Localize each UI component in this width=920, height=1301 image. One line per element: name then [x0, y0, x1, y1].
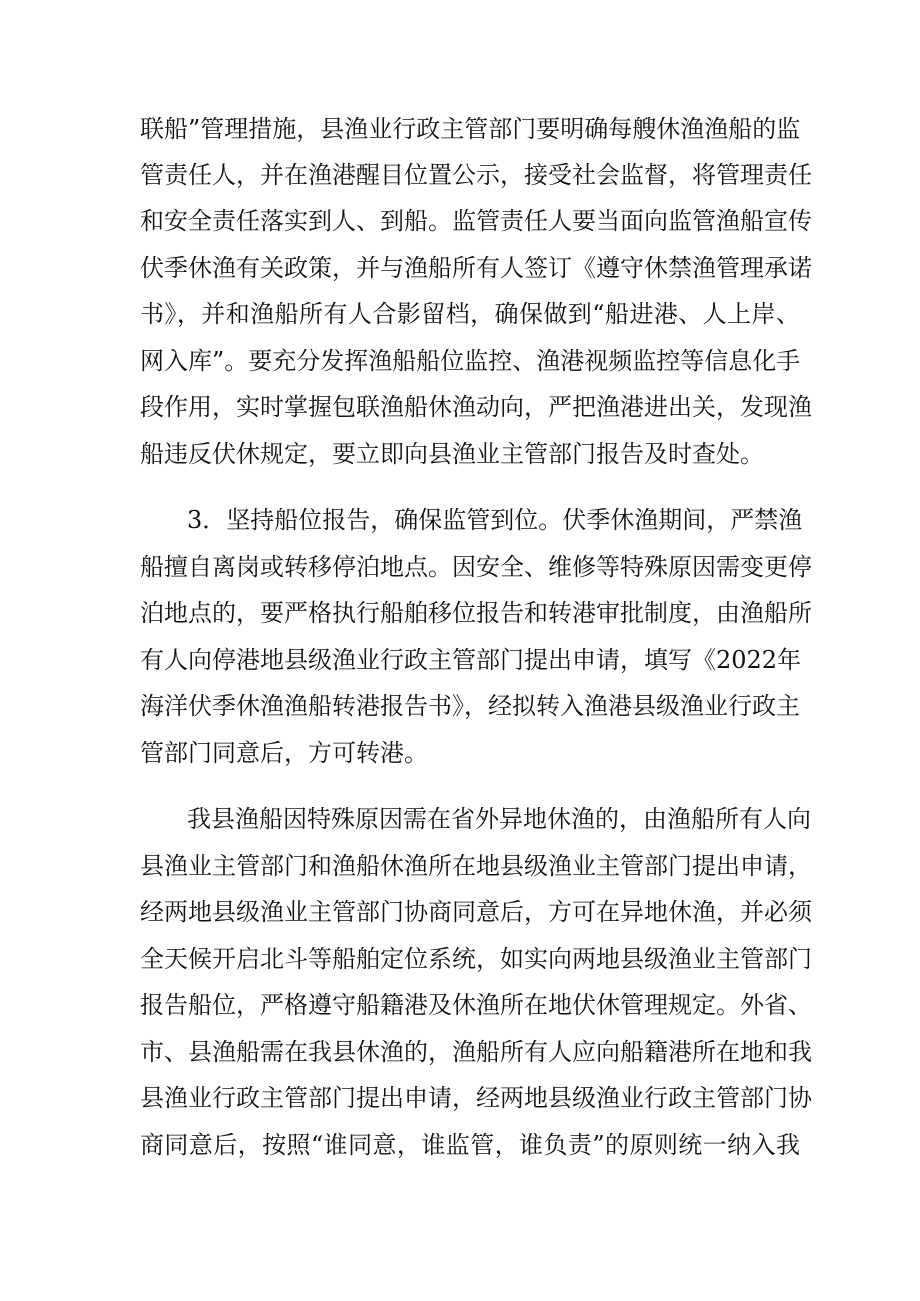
text-line: 海洋伏季休渔渔船转港报告书》，经拟转入渔港县级渔业行政主 [140, 692, 800, 720]
text-line: 和安全责任落实到人、到船。监管责任人要当面向监管渔船宣传 [140, 207, 812, 235]
text-line: 县渔业行政主管部门提出申请，经两地县级渔业行政主管部门协 [140, 1084, 812, 1112]
text-line: 管责任人，并在渔港醒目位置公示，接受社会监督，将管理责任 [140, 161, 812, 189]
text-line: 伏季休渔有关政策，并与渔船所有人签订《遵守休禁渔管理承诺 [140, 254, 812, 282]
text-line: 商同意后，按照“谁同意，谁监管，谁负责”的原则统一纳入我 [140, 1131, 800, 1159]
text-line: 网入库”。要充分发挥渔船船位监控、渔港视频监控等信息化手 [140, 347, 801, 375]
text-line: 泊地点的，要严格执行船舶移位报告和转港审批制度，由渔船所 [140, 599, 812, 627]
text-line: 书》，并和渔船所有人合影留档，确保做到“船进港、人上岸、 [140, 300, 800, 328]
text-line: 全天候开启北斗等船舶定位系统，如实向两地县级渔业主管部门 [140, 945, 812, 973]
text-line: 有人向停港地县级渔业行政主管部门提出申请，填写《2022年 [140, 646, 802, 674]
text-line: 联船”管理措施，县渔业行政主管部门要明确每艘休渔渔船的监 [140, 115, 801, 143]
text-line: 管部门同意后，方可转港。 [140, 739, 428, 767]
paragraph-first-line: 3．坚持船位报告，确保监管到位。伏季休渔期间，严禁渔 [187, 506, 803, 534]
paragraph-first-line: 我县渔船因特殊原因需在省外异地休渔的，由渔船所有人向 [187, 805, 811, 833]
text-line: 经两地县级渔业主管部门协商同意后，方可在异地休渔，并必须 [140, 898, 812, 926]
text-line: 船擅自离岗或转移停泊地点。因安全、维修等特殊原因需变更停 [140, 553, 812, 581]
text-line: 报告船位，严格遵守船籍港及休渔所在地伏休管理规定。外省、 [140, 991, 812, 1019]
text-line: 市、县渔船需在我县休渔的，渔船所有人应向船籍港所在地和我 [140, 1038, 812, 1066]
text-line: 船违反伏休规定，要立即向县渔业主管部门报告及时查处。 [140, 440, 764, 468]
text-line: 段作用，实时掌握包联渔船休渔动向，严把渔港进出关，发现渔 [140, 393, 812, 421]
text-line: 县渔业主管部门和渔船休渔所在地县级渔业主管部门提出申请， [140, 852, 812, 880]
